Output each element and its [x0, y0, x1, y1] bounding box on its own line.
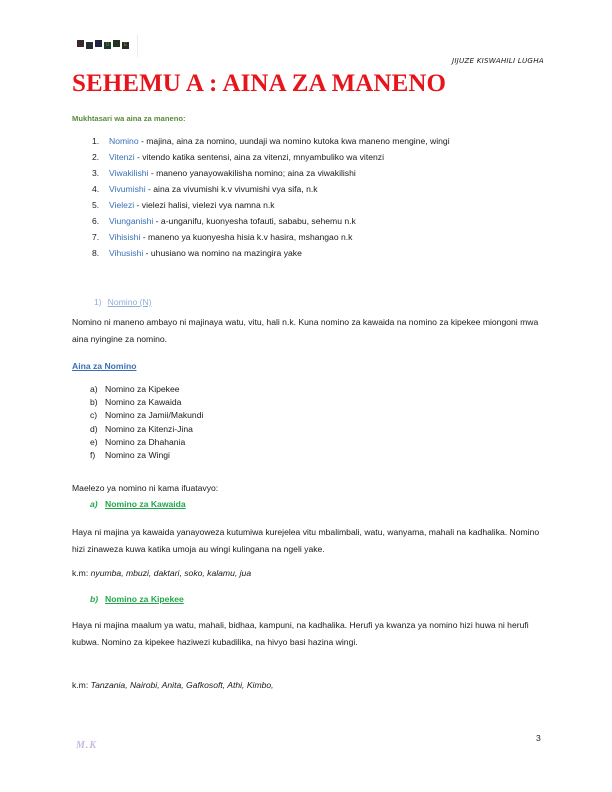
item-description: - maneno yanayowakilisha nomino; aina za viwakilishi: [148, 168, 356, 178]
item-letter: b): [90, 397, 98, 408]
item-description: - maneno ya kuonyesha hisia k.v hasira, mshangao n.k: [140, 232, 353, 242]
item-letter: a): [90, 384, 98, 394]
item-description: - aina za vivumishi k.v vivumishi vya sifa, n.k: [145, 184, 318, 194]
item-text: Nomino za Kitenzi-Jina: [105, 423, 193, 434]
examples-text: Tanzania, Nairobi, Anita, Gafkosoft, Athi, Kimbo,: [90, 680, 274, 690]
term-link[interactable]: Vihusishi: [109, 248, 144, 258]
header-divider: [137, 35, 138, 57]
item-description: - a-unganifu, kuonyesha tofauti, sababu, sehemu n.k: [153, 216, 356, 226]
item-number: 3.: [92, 168, 100, 178]
kawaida-body: Haya ni majina ya kawaida yanayoweza kutumiwa kurejelea vitu mbalimbali, watu, wanyama, mahali na kadhalika. Nomino hizi zinaweza kuwa katika umoja au wingi kulingana na ngeli yake.: [72, 527, 540, 554]
item-text: Nomino za Kipekee: [105, 384, 180, 394]
explain-text: Maelezo ya nomino ni kama ifuatavyo:: [72, 483, 219, 493]
list-item: [92, 165, 549, 181]
kipekee-heading: [90, 594, 184, 604]
item-letter: a): [90, 499, 98, 509]
section-intro: Nomino ni maneno ambayo ni majinaya watu, vitu, hali n.k. Kuna nomino za kawaida na nomino za kipekee miongoni mwa aina nyingine za nomino.: [72, 317, 539, 344]
kawaida-link[interactable]: Nomino za Kawaida: [105, 499, 186, 509]
summary-list: [92, 133, 549, 261]
item-number: 7.: [92, 232, 100, 242]
item-letter: c): [90, 410, 98, 421]
term-link[interactable]: Vielezi: [109, 200, 135, 210]
list-item: [90, 383, 203, 396]
item-text: Nomino za Dhahania: [105, 436, 186, 447]
logo-block: E: [123, 42, 128, 48]
item-letter: e): [90, 436, 98, 447]
kawaida-examples: [72, 568, 251, 578]
running-header: JIJUZE KISWAHILI LUGHA: [452, 56, 544, 65]
item-number: 1.: [92, 136, 100, 146]
term-link[interactable]: Vivumishi: [109, 184, 146, 194]
examples-label: k.m:: [72, 568, 91, 578]
list-item: [92, 197, 549, 213]
item-number: 6.: [92, 216, 100, 226]
logo-block: [86, 42, 93, 49]
list-item: [90, 423, 203, 436]
item-number: 5.: [92, 200, 100, 210]
footer-signature: M.K: [76, 740, 98, 751]
item-letter: b): [90, 594, 99, 604]
item-letter: f): [90, 450, 96, 461]
item-description: - vielezi halisi, vielezi vya namna n.k: [134, 200, 275, 210]
logo-block: U: [105, 42, 110, 48]
list-item: [92, 149, 549, 165]
page-title: SEHEMU A : AINA ZA MANENO: [72, 70, 447, 97]
examples-text: nyumba, mbuzi, daktari, soko, kalamu, jua: [90, 568, 252, 578]
item-description: - vitendo katika sentensi, aina za vitenzi, mnyambuliko wa vitenzi: [134, 152, 384, 162]
logo-block: [77, 40, 84, 47]
list-item: [92, 245, 549, 261]
list-item: [90, 409, 203, 422]
item-letter: d): [90, 423, 98, 434]
summary-heading: Mukhtasari wa aina za maneno:: [72, 114, 186, 123]
term-link[interactable]: Viwakilishi: [109, 168, 149, 178]
term-link[interactable]: Vihisishi: [109, 232, 141, 242]
term-link[interactable]: Vitenzi: [109, 152, 135, 162]
item-number: 8.: [92, 248, 100, 258]
list-item: [90, 396, 203, 409]
kipekee-body: Haya ni majina maalum ya watu, mahali, bidhaa, kampuni, na kadhalika. Herufi ya kwanza ya nomino hizi huwa ni herufi kubwa. Nomino za kipekee haziwezi kubadilika, na hivyo basi hazina wingi.: [72, 620, 529, 647]
list-item: [92, 133, 549, 149]
list-item: [92, 229, 549, 245]
kawaida-heading: [90, 499, 186, 509]
item-number: 2.: [92, 152, 100, 162]
logo: [77, 40, 129, 49]
list-item: [90, 436, 203, 449]
aina-heading[interactable]: Aina za Nomino: [72, 361, 137, 371]
item-text: Nomino za Jamii/Makundi: [105, 410, 204, 421]
item-text: Nomino za Wingi: [105, 450, 170, 461]
item-description: - uhusiano wa nomino na mazingira yake: [143, 248, 302, 258]
section-link[interactable]: Nomino (N): [107, 297, 152, 307]
item-number: 4.: [92, 184, 100, 194]
logo-block: [95, 40, 102, 47]
examples-label: k.m:: [72, 680, 91, 690]
kipekee-examples: [72, 680, 274, 690]
aina-list: [90, 383, 203, 462]
term-link[interactable]: Viunganishi: [109, 216, 154, 226]
list-item: [90, 449, 203, 462]
section-heading-nomino: [94, 297, 152, 307]
section-number: 1): [94, 297, 102, 307]
logo-block: [113, 40, 120, 47]
page-number: 3: [536, 733, 541, 743]
item-description: - majina, aina za nomino, uundaji wa nomino kutoka kwa maneno mengine, wingi: [138, 136, 450, 146]
kipekee-link[interactable]: Nomino za Kipekee: [105, 594, 184, 604]
term-link[interactable]: Nomino: [109, 136, 139, 146]
list-item: [92, 181, 549, 197]
list-item: [92, 213, 549, 229]
item-text: Nomino za Kawaida: [105, 397, 182, 408]
